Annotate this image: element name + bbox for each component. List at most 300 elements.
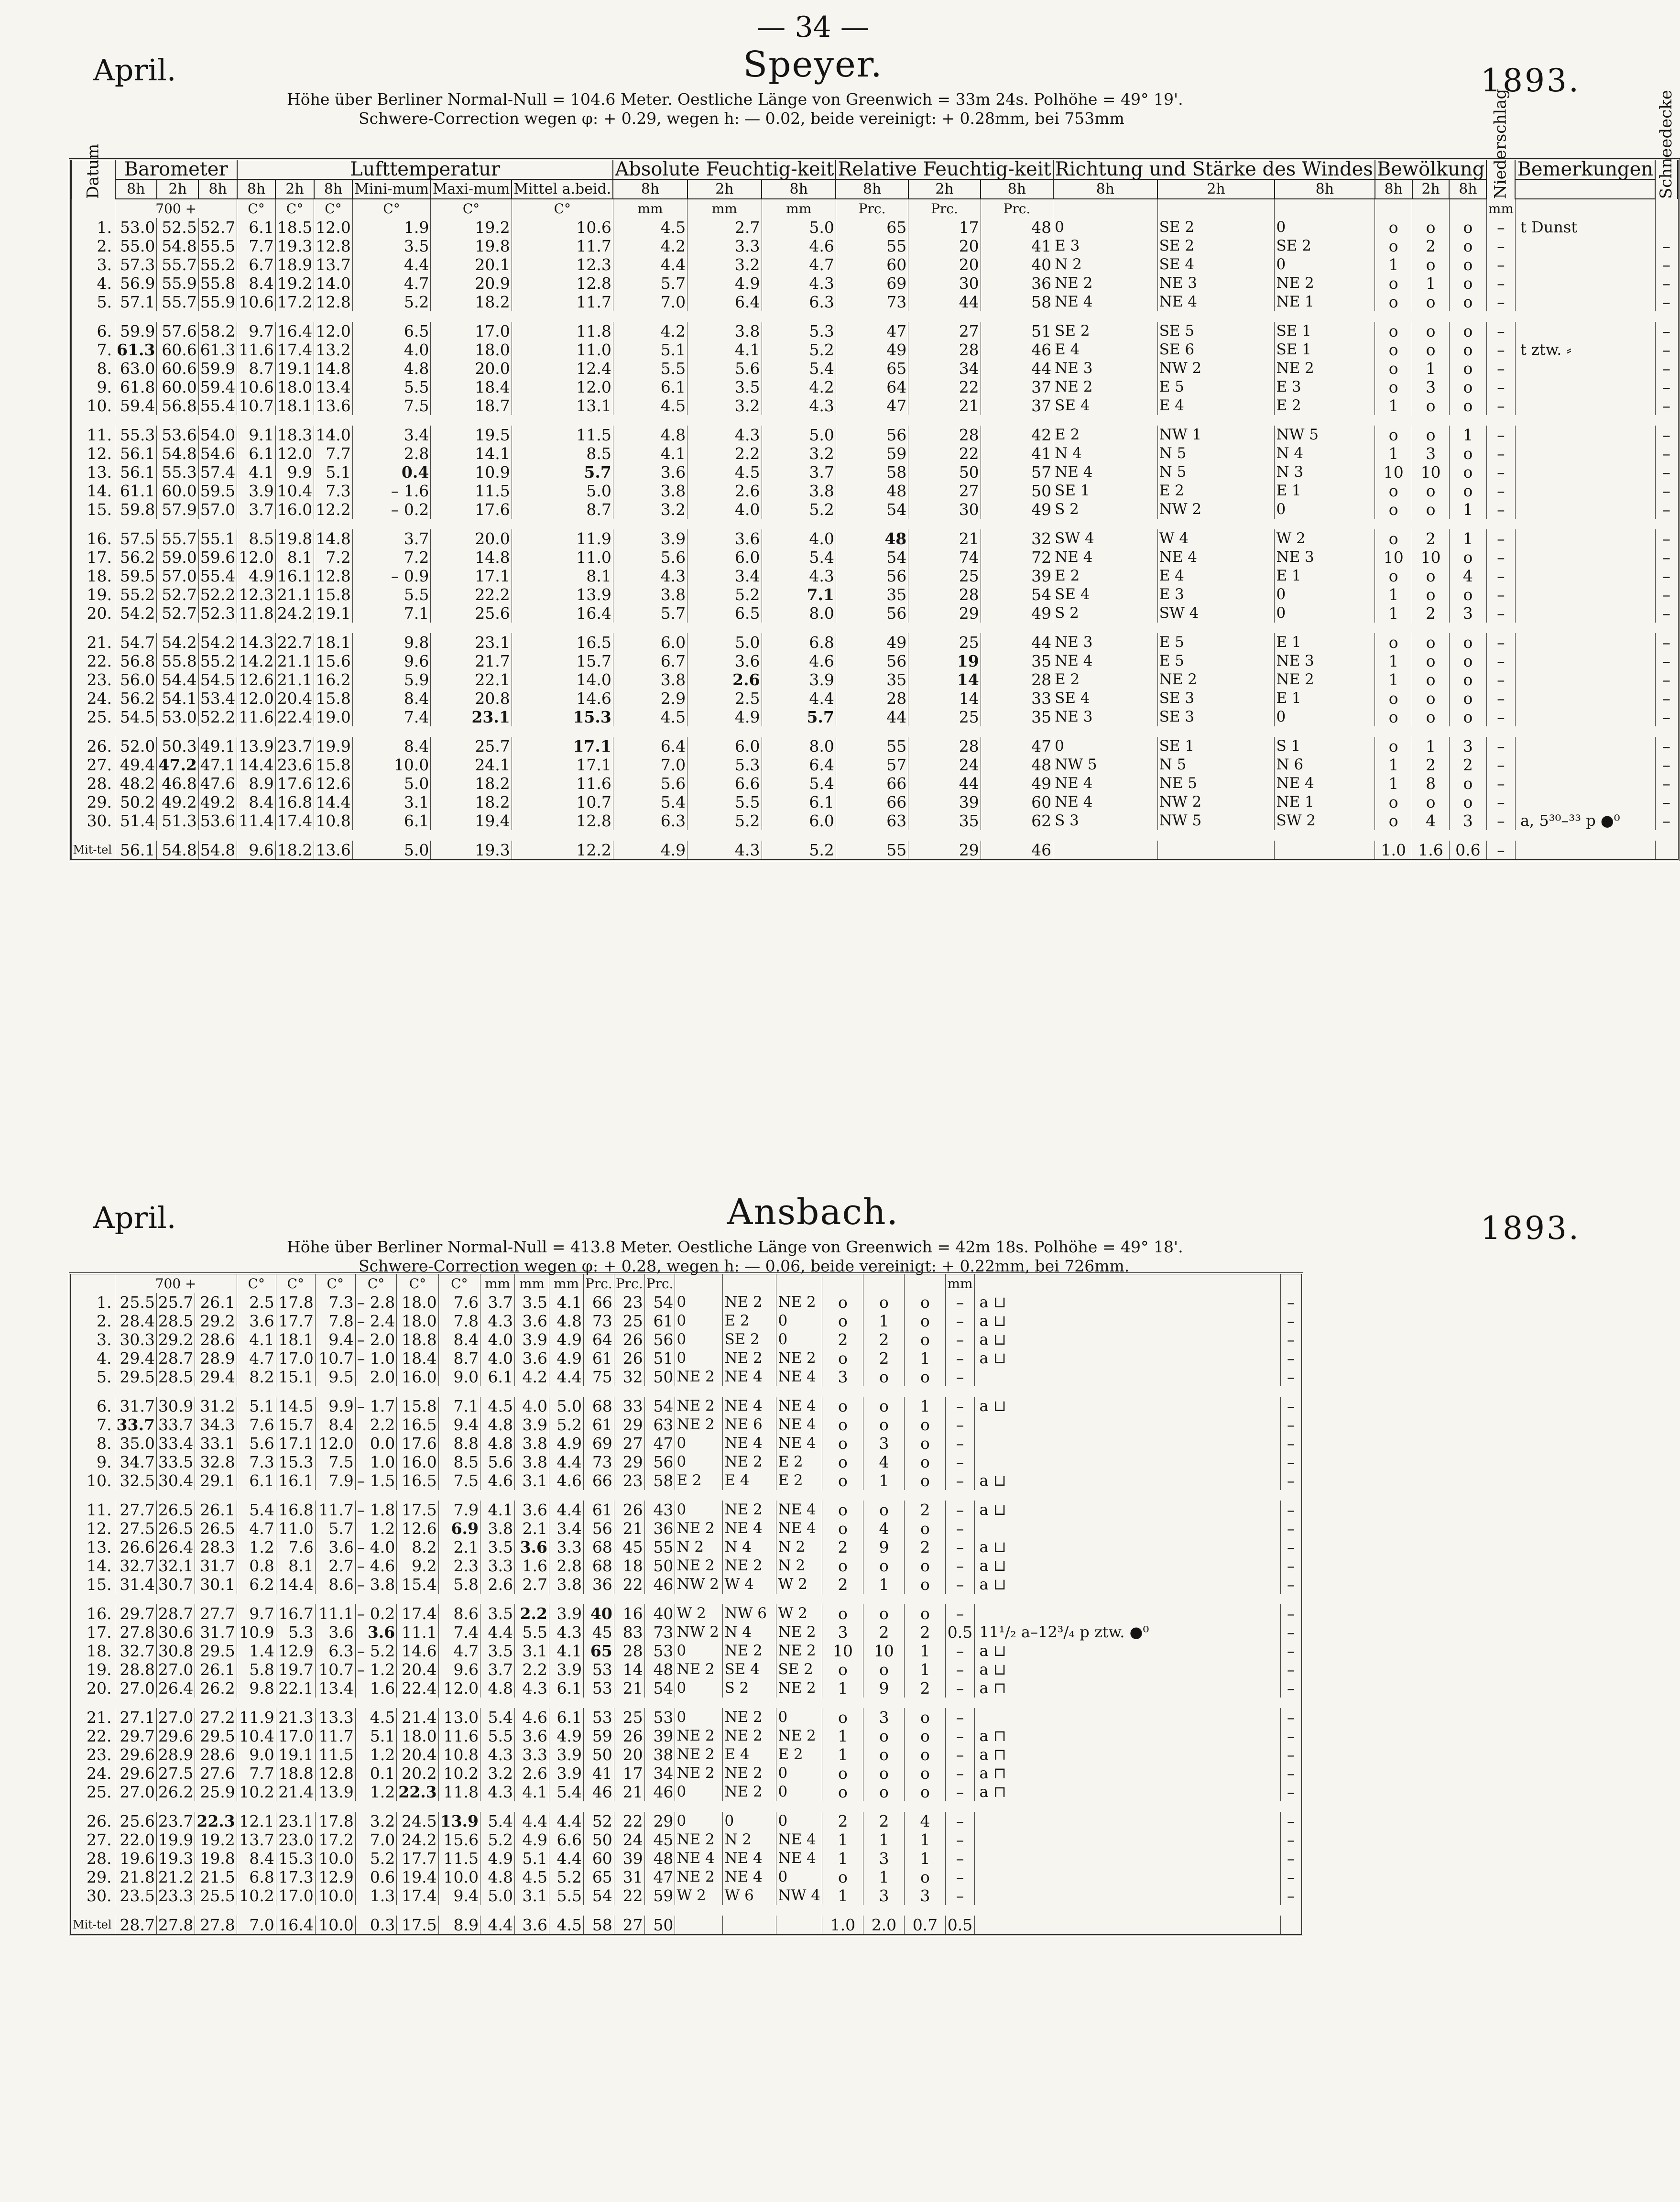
cell: 55.4 — [198, 567, 237, 585]
cell: 1.2 — [237, 1538, 276, 1556]
cell: 50 — [981, 482, 1053, 500]
cell: E 1 — [1275, 567, 1375, 585]
table-row — [71, 811, 1678, 830]
cell: 9.6 — [352, 652, 431, 670]
cell: – — [1486, 652, 1515, 670]
sub-header-mittel: Mittel a.beid. — [512, 179, 613, 199]
cell: 8 — [1412, 774, 1450, 793]
cell — [1515, 604, 1655, 623]
cell: 7.7 — [314, 444, 352, 463]
cell: 52.7 — [157, 604, 198, 623]
cell: o — [1375, 322, 1412, 340]
cell: 1. — [71, 218, 115, 237]
cell: o — [1375, 633, 1412, 652]
cell: 3.6 — [355, 1623, 396, 1642]
cell: o — [1375, 218, 1412, 237]
cell: 45 — [644, 1830, 675, 1849]
cell: 3 — [863, 1434, 905, 1453]
cell: 5.6 — [613, 774, 687, 793]
cell: 27.0 — [115, 1679, 156, 1698]
mean-cell — [1157, 841, 1275, 859]
cell: 4.4 — [549, 1812, 584, 1830]
cell: 1 — [1449, 500, 1486, 519]
cell: 57.5 — [115, 529, 157, 548]
cell: 4.9 — [480, 1849, 515, 1868]
cell: a ⊓ — [974, 1764, 1280, 1783]
cell: 29.4 — [115, 1349, 156, 1368]
cell: 15. — [71, 500, 115, 519]
cell: 6.1 — [762, 793, 836, 811]
header-datum — [71, 143, 115, 199]
cell: E 2 — [1275, 396, 1375, 415]
cell: 54.8 — [157, 237, 198, 255]
cell: 21. — [71, 1708, 115, 1727]
unit-blank — [776, 1274, 822, 1293]
cell: SW 2 — [1275, 811, 1375, 830]
cell: – 5.2 — [355, 1642, 396, 1660]
cell: 17.0 — [431, 322, 512, 340]
cell: 19.2 — [195, 1830, 237, 1849]
cell: W 6 — [723, 1886, 776, 1905]
cell: 5.2 — [480, 1830, 515, 1849]
cell: 8.1 — [275, 548, 314, 567]
cell: 2 — [905, 1538, 946, 1556]
cell: 68 — [584, 1397, 614, 1415]
cell — [1515, 652, 1655, 670]
cell: 24 — [614, 1830, 644, 1849]
cell: SE 2 — [1157, 218, 1275, 237]
cell: 0 — [675, 1501, 723, 1519]
cell: 6.5 — [687, 604, 762, 623]
cell: 3.9 — [549, 1764, 584, 1783]
cell: 26 — [614, 1727, 644, 1745]
cell: – — [946, 1708, 974, 1727]
cell: 4.6 — [762, 237, 836, 255]
cell: 61 — [584, 1415, 614, 1434]
cell: 55.7 — [157, 255, 198, 274]
cell: 11.7 — [512, 237, 613, 255]
cell — [1515, 774, 1655, 793]
cell: – — [1486, 529, 1515, 548]
cell: – — [946, 1434, 974, 1453]
cell: 17.1 — [512, 756, 613, 774]
group-gap — [71, 1905, 1302, 1916]
cell: o — [822, 1293, 863, 1312]
cell: 20. — [71, 1679, 115, 1698]
cell: 1.0 — [355, 1453, 396, 1471]
cell: 6.1 — [352, 811, 431, 830]
cell: 9. — [71, 378, 115, 396]
cell: 19.9 — [314, 737, 352, 756]
cell: 9.5 — [315, 1368, 355, 1386]
cell: NW 6 — [723, 1604, 776, 1623]
cell: 30 — [908, 500, 981, 519]
cell: 3.8 — [613, 670, 687, 689]
cell: 26.1 — [195, 1660, 237, 1679]
cell: 6.0 — [687, 737, 762, 756]
cell: 28 — [908, 340, 981, 359]
cell: 56.9 — [115, 274, 157, 293]
cell: 23. — [71, 670, 115, 689]
cell: 29 — [614, 1415, 644, 1434]
cell: 1 — [1375, 774, 1412, 793]
cell: 6.1 — [549, 1708, 584, 1727]
cell: o — [905, 1453, 946, 1471]
cell: 54 — [981, 585, 1053, 604]
cell: SE 2 — [1157, 237, 1275, 255]
cell: 14.0 — [314, 426, 352, 444]
mean-cell: 9.6 — [237, 841, 275, 859]
cell: 18.8 — [397, 1330, 438, 1349]
cell: 5.4 — [762, 548, 836, 567]
cell: 34 — [644, 1764, 675, 1783]
cell: 4.2 — [515, 1368, 549, 1386]
cell: 15.3 — [276, 1849, 315, 1868]
cell: 10.6 — [237, 378, 275, 396]
cell: 37 — [981, 396, 1053, 415]
cell: 54 — [644, 1293, 675, 1312]
unit-temp: C° — [355, 1274, 396, 1293]
cell: 4.3 — [515, 1679, 549, 1698]
cell: 50 — [584, 1745, 614, 1764]
cell: NW 5 — [1275, 426, 1375, 444]
cell: E 4 — [723, 1471, 776, 1490]
header-abs — [613, 160, 836, 179]
cell: o — [822, 1708, 863, 1727]
cell: 7.8 — [438, 1312, 480, 1330]
cell: 1 — [905, 1349, 946, 1368]
cell: – — [1280, 1849, 1301, 1868]
cell: 22.2 — [431, 585, 512, 604]
mean-cell: 4.9 — [613, 841, 687, 859]
cell: 7.2 — [352, 548, 431, 567]
cell: 26.5 — [156, 1519, 195, 1538]
cell — [1515, 482, 1655, 500]
cell: 5.9 — [352, 670, 431, 689]
mean-cell: 0.5 — [946, 1916, 974, 1934]
cell: 4.5 — [687, 463, 762, 482]
cell: 4. — [71, 1349, 115, 1368]
cell: 35.0 — [115, 1434, 156, 1453]
cell: 54 — [644, 1397, 675, 1415]
mean-cell: 4.3 — [687, 841, 762, 859]
cell: 27. — [71, 756, 115, 774]
cell: 7.3 — [237, 1453, 276, 1471]
cell: E 2 — [776, 1471, 822, 1490]
cell: – — [946, 1556, 974, 1575]
group-gap — [71, 415, 1678, 426]
cell: SE 2 — [723, 1330, 776, 1349]
cell: 18.0 — [397, 1293, 438, 1312]
cell: 20 — [908, 237, 981, 255]
cell: 14 — [908, 689, 981, 708]
cell: 1 — [1375, 652, 1412, 670]
cell: 53.0 — [115, 218, 157, 237]
unit-prc: Prc. — [981, 199, 1053, 218]
cell: 31 — [614, 1868, 644, 1886]
cell: 18 — [614, 1556, 644, 1575]
cell: 5.0 — [762, 426, 836, 444]
cell: o — [822, 1764, 863, 1783]
cell: o — [1412, 633, 1450, 652]
mean-cell — [776, 1916, 822, 1934]
cell: 23.1 — [431, 708, 512, 726]
cell: 2 — [905, 1501, 946, 1519]
cell: 4.3 — [687, 426, 762, 444]
cell: 60 — [981, 793, 1053, 811]
year-label: 1893. — [1481, 62, 1581, 99]
cell: 6.1 — [480, 1368, 515, 1386]
cell: 1.6 — [355, 1679, 396, 1698]
cell: 1 — [822, 1849, 863, 1868]
cell: – — [1655, 378, 1678, 396]
cell: NE 4 — [675, 1849, 723, 1868]
cell: 4.2 — [762, 378, 836, 396]
cell: 4.1 — [549, 1642, 584, 1660]
cell: 18.1 — [275, 396, 314, 415]
cell: 7.5 — [438, 1471, 480, 1490]
cell: – — [1655, 340, 1678, 359]
cell: 30. — [71, 1886, 115, 1905]
cell: 31.7 — [195, 1556, 237, 1575]
cell: N 2 — [776, 1556, 822, 1575]
mean-cell: 18.2 — [275, 841, 314, 859]
mean-cell: 16.4 — [276, 1916, 315, 1934]
gap-cell — [71, 1698, 1302, 1708]
cell: o — [822, 1434, 863, 1453]
cell: 25. — [71, 1783, 115, 1801]
cell: 19.4 — [431, 811, 512, 830]
cell: 19.1 — [314, 604, 352, 623]
cell: NW 2 — [1157, 500, 1275, 519]
header-bem — [1515, 160, 1655, 179]
cell: 60 — [836, 255, 908, 274]
cell: 17.4 — [397, 1886, 438, 1905]
cell: 14.0 — [512, 670, 613, 689]
cell: NE 4 — [776, 1519, 822, 1538]
cell: 61 — [584, 1501, 614, 1519]
unit-prc: Prc. — [644, 1274, 675, 1293]
cell — [1515, 274, 1655, 293]
cell: 14.8 — [314, 359, 352, 378]
cell: 22. — [71, 1727, 115, 1745]
cell: E 3 — [1157, 585, 1275, 604]
table-row — [71, 274, 1678, 293]
sub-header-h2: 2h — [275, 179, 314, 199]
cell: 4.0 — [480, 1330, 515, 1349]
group-gap — [71, 623, 1678, 633]
cell: 5.0 — [549, 1397, 584, 1415]
cell: E 2 — [723, 1312, 776, 1330]
cell: 4.5 — [613, 396, 687, 415]
gap-cell — [71, 415, 1678, 426]
cell: 1 — [1412, 737, 1450, 756]
cell: 1 — [905, 1642, 946, 1660]
cell: 0 — [1275, 585, 1375, 604]
unit-blank — [1280, 1274, 1301, 1293]
cell: – — [1280, 1312, 1301, 1330]
cell: o — [863, 1783, 905, 1801]
cell: – — [1486, 500, 1515, 519]
cell: a ⊔ — [974, 1660, 1280, 1679]
cell: 0 — [675, 1679, 723, 1698]
cell: a ⊔ — [974, 1349, 1280, 1368]
gap-cell — [71, 1905, 1302, 1916]
cell: 4.0 — [352, 340, 431, 359]
cell: 60.0 — [157, 482, 198, 500]
cell: 28 — [908, 585, 981, 604]
cell: 24 — [908, 756, 981, 774]
cell: 30.6 — [156, 1623, 195, 1642]
header-label: Lufttemperatur — [350, 158, 501, 180]
cell: 27.1 — [115, 1708, 156, 1727]
unit-prc: Prc. — [908, 199, 981, 218]
cell — [1515, 237, 1655, 255]
cell: 48 — [836, 529, 908, 548]
cell: – — [1486, 708, 1515, 726]
cell: 0 — [1275, 604, 1375, 623]
cell: o — [1449, 444, 1486, 463]
cell: o — [905, 1330, 946, 1349]
cell: o — [1412, 293, 1450, 311]
cell: 5.7 — [315, 1519, 355, 1538]
cell: – — [1280, 1501, 1301, 1519]
cell: SE 4 — [1053, 585, 1158, 604]
cell: 57.9 — [157, 500, 198, 519]
cell: 24.5 — [397, 1812, 438, 1830]
cell: 12.4 — [512, 359, 613, 378]
cell: 21.1 — [275, 652, 314, 670]
cell: 2.3 — [438, 1556, 480, 1575]
cell: – — [1280, 1783, 1301, 1801]
unit-temp: C° — [315, 1274, 355, 1293]
cell: a ⊓ — [974, 1727, 1280, 1745]
cell: NE 4 — [1053, 463, 1158, 482]
cell: – 4.0 — [355, 1538, 396, 1556]
cell: 51.3 — [157, 811, 198, 830]
cell: 4.1 — [237, 1330, 276, 1349]
cell: 57.3 — [115, 255, 157, 274]
mean-cell: 4.5 — [549, 1916, 584, 1934]
cell: – — [946, 1868, 974, 1886]
cell: 59.8 — [115, 500, 157, 519]
cell: 17.8 — [315, 1812, 355, 1830]
cell: t ztw. ⸗ — [1515, 340, 1655, 359]
cell: 14. — [71, 1556, 115, 1575]
cell: 8.8 — [438, 1434, 480, 1453]
cell: 21.8 — [115, 1868, 156, 1886]
cell: 47 — [644, 1868, 675, 1886]
cell: 1 — [905, 1830, 946, 1849]
cell: 5.2 — [352, 293, 431, 311]
cell: NE 2 — [776, 1727, 822, 1745]
cell: 15.8 — [314, 585, 352, 604]
cell: 3. — [71, 1330, 115, 1349]
cell: – — [946, 1745, 974, 1764]
table-row — [71, 293, 1678, 311]
cell: – — [1486, 396, 1515, 415]
cell: o — [905, 1575, 946, 1594]
cell — [974, 1830, 1280, 1849]
cell: 17.4 — [275, 811, 314, 830]
cell: 14.2 — [237, 652, 275, 670]
cell: 39 — [908, 793, 981, 811]
cell: E 1 — [1275, 633, 1375, 652]
cell: 8.0 — [762, 604, 836, 623]
cell: o — [1449, 689, 1486, 708]
cell: 13.6 — [314, 396, 352, 415]
cell: o — [905, 1415, 946, 1434]
mean-cell — [1053, 841, 1158, 859]
cell: 24. — [71, 689, 115, 708]
cell: 17 — [908, 218, 981, 237]
cell: NE 2 — [723, 1783, 776, 1801]
cell: 3.3 — [687, 237, 762, 255]
cell: S 2 — [1053, 500, 1158, 519]
cell: 6.7 — [237, 255, 275, 274]
cell: o — [822, 1604, 863, 1623]
cell: 6.7 — [613, 652, 687, 670]
cell: 4.5 — [355, 1708, 396, 1727]
cell: 4.4 — [515, 1812, 549, 1830]
group-gap — [71, 1490, 1302, 1501]
cell: 56.0 — [115, 670, 157, 689]
cell: 65 — [584, 1642, 614, 1660]
cell: 32.1 — [156, 1556, 195, 1575]
cell: 34 — [908, 359, 981, 378]
cell: 8.7 — [438, 1349, 480, 1368]
cell: o — [905, 1708, 946, 1727]
cell: 39 — [981, 567, 1053, 585]
cell: 73 — [644, 1623, 675, 1642]
cell: 25. — [71, 708, 115, 726]
cell: 10.2 — [237, 1886, 276, 1905]
cell: 18.4 — [431, 378, 512, 396]
cell: o — [1375, 567, 1412, 585]
cell: 0 — [776, 1708, 822, 1727]
mean-cell: 1.0 — [1375, 841, 1412, 859]
cell: 75 — [584, 1368, 614, 1386]
cell: 0 — [776, 1764, 822, 1783]
cell: – 4.6 — [355, 1556, 396, 1575]
cell: NE 1 — [1275, 293, 1375, 311]
cell: 7.6 — [237, 1415, 276, 1434]
cell: – — [1486, 756, 1515, 774]
cell: 2 — [863, 1330, 905, 1349]
cell: N 4 — [1053, 444, 1158, 463]
cell: 7.0 — [355, 1830, 396, 1849]
unit-temp: C° — [276, 1274, 315, 1293]
cell: 14. — [71, 482, 115, 500]
cell: – — [946, 1642, 974, 1660]
cell: 4.0 — [480, 1349, 515, 1368]
cell: 66 — [584, 1293, 614, 1312]
cell: 1 — [822, 1745, 863, 1764]
cell: o — [1412, 482, 1450, 500]
cell: 4.6 — [549, 1471, 584, 1490]
cell: 19.3 — [156, 1849, 195, 1868]
unit-mm: mm — [946, 1274, 974, 1293]
cell: 26.5 — [195, 1519, 237, 1538]
cell: 12.9 — [315, 1868, 355, 1886]
cell: o — [1449, 340, 1486, 359]
page-number: — 34 — — [757, 11, 869, 44]
cell: 27.5 — [115, 1519, 156, 1538]
mean-cell: 3.6 — [515, 1916, 549, 1934]
cell: 5.5 — [515, 1623, 549, 1642]
cell: 58 — [836, 463, 908, 482]
table-row — [71, 529, 1678, 548]
